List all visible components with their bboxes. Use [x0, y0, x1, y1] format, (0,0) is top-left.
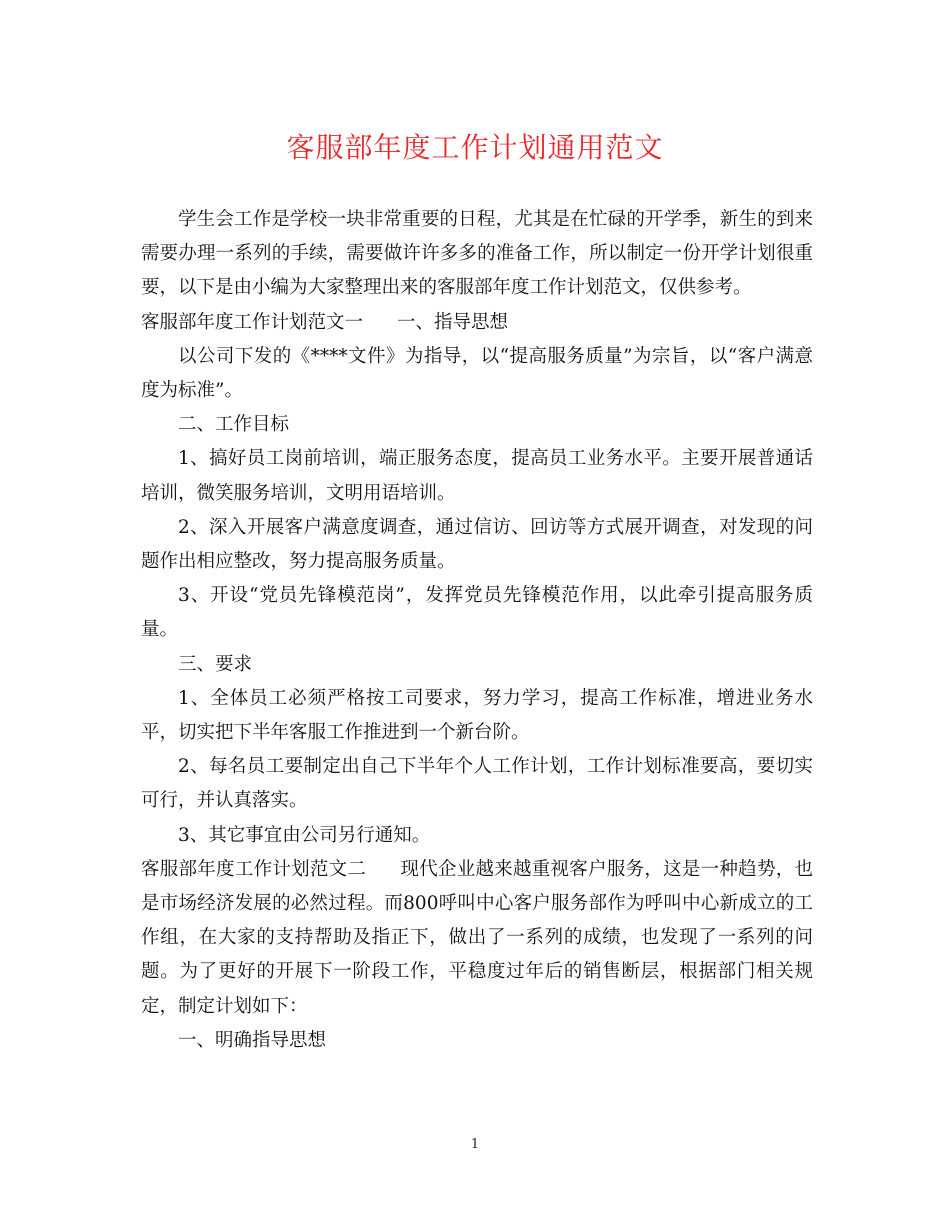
- sample-one-title: 客服部年度工作计划范文一: [141, 311, 364, 333]
- page-number: 1: [470, 1137, 480, 1152]
- paragraph-text: 3、其它事宜由公司另行通知。: [178, 824, 431, 846]
- goal-item-2: [141, 511, 813, 579]
- section-heading-guiding-thought: 一、指导思想: [397, 311, 509, 333]
- document-body: [141, 203, 813, 1058]
- section-heading-clear-guidance: [141, 1024, 813, 1058]
- intro-paragraph: [141, 203, 813, 306]
- paragraph-text: 1、全体员工必须严格按工司要求，努力学习，提高工作标准，增进业务水平，切实把下半年客服工作推进到一个新台阶。: [141, 687, 813, 744]
- sample-one-heading-line: [141, 306, 813, 340]
- section-heading-work-goals: [141, 408, 813, 442]
- section-heading-requirements: [141, 648, 813, 682]
- paragraph-text: 以公司下发的《****文件》为指导，以“提高服务质量”为宗旨，以“客户满意度为标准”。: [141, 345, 813, 402]
- paragraph-text: 现代企业越来越重视客户服务，这是一种趋势，也是市场经济发展的必然过程。而800呼叫中心客户服务部作为呼叫中心新成立的工作组，在大家的支持帮助及指正下，做出了一系列的成绩，也发现了一系列的问题。为了更好的开展下一阶段工作，平稳度过年后的销售断层，根据部门相关规定，制定计划如下：: [141, 858, 813, 1017]
- document-title: 客服部年度工作计划通用范文: [286, 131, 664, 164]
- goal-item-3: [141, 579, 813, 647]
- requirement-item-1: [141, 682, 813, 750]
- paragraph-text: 2、深入开展客户满意度调查，通过信访、回访等方式展开调查，对发现的问题作出相应整改，努力提高服务质量。: [141, 516, 813, 573]
- goal-item-1: [141, 442, 813, 510]
- paragraph-guidance: [141, 340, 813, 408]
- paragraph-text: 一、明确指导思想: [178, 1029, 327, 1051]
- paragraph-text: 3、开设“党员先锋模范岗”，发挥党员先锋模范作用，以此牵引提高服务质量。: [141, 585, 813, 641]
- paragraph-text: 1、搞好员工岗前培训，端正服务态度，提高员工业务水平。主要开展普通话培训，微笑服务培训，文明用语培训。: [141, 448, 813, 504]
- sample-two-title: 客服部年度工作计划范文二: [141, 858, 367, 880]
- requirement-item-2: [141, 750, 813, 818]
- sample-two-paragraph: [141, 853, 813, 1024]
- paragraph-text: 学生会工作是学校一块非常重要的日程，尤其是在忙碌的开学季，新生的到来需要办理一系列的手续，需要做许许多多的准备工作，所以制定一份开学计划很重要，以下是由小编为大家整理出来的客服部年度工作计划范文，仅供参考。: [141, 209, 813, 299]
- paragraph-text: 三、要求: [178, 653, 253, 675]
- requirement-item-3: [141, 819, 813, 853]
- paragraph-text: 二、工作目标: [178, 414, 290, 436]
- paragraph-text: 2、每名员工要制定出自己下半年个人工作计划，工作计划标准要高，要切实可行，并认真落实。: [141, 756, 813, 812]
